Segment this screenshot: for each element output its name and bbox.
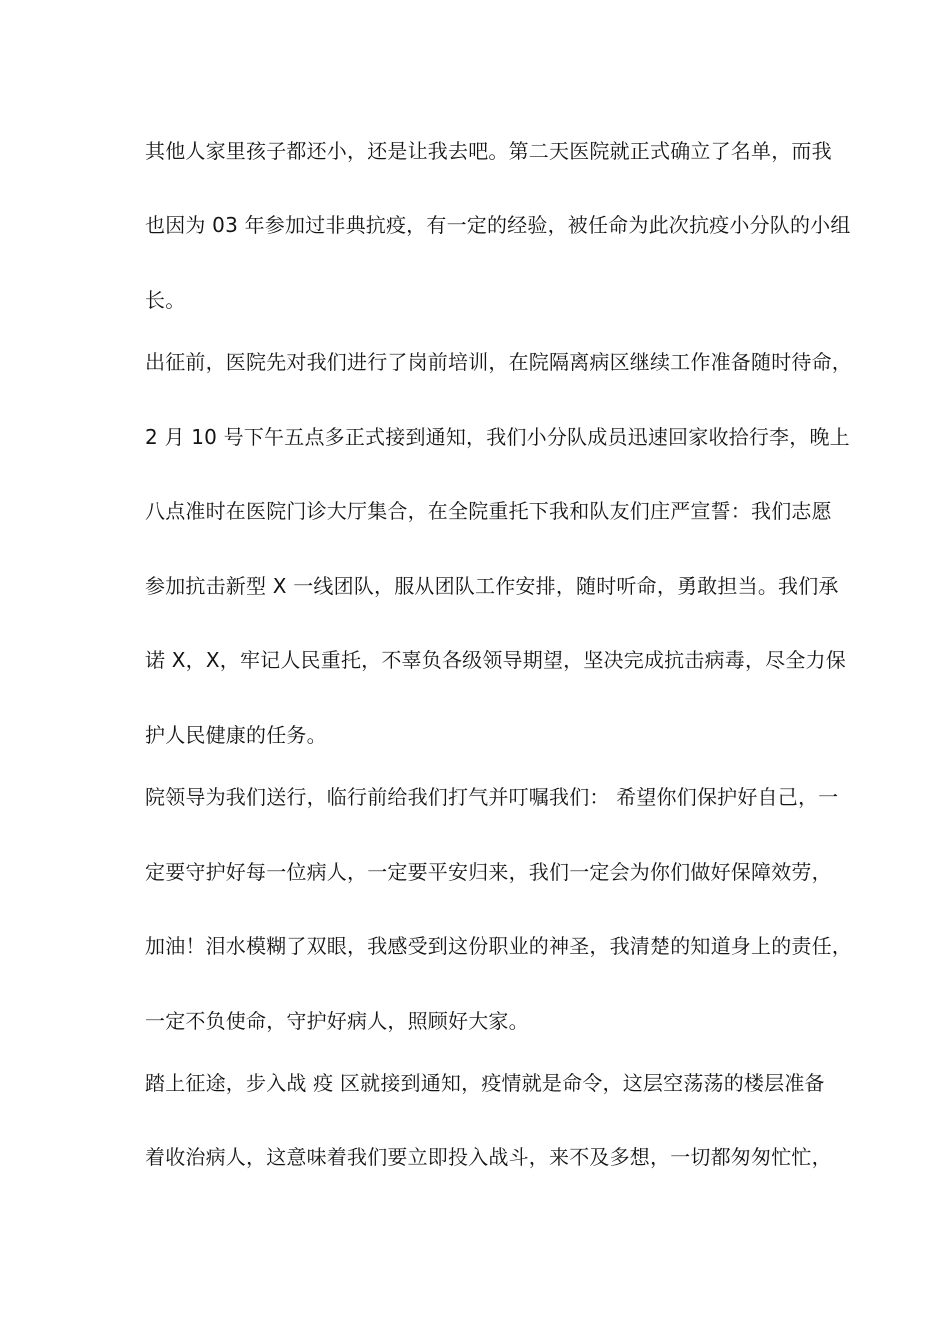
text-line: 加油！泪水模糊了双眼，我感受到这份职业的神圣，我清楚的知道身上的责任，: [145, 934, 852, 958]
text-line: 诺 X，X，牢记人民重托，不辜负各级领导期望，坚决完成抗击病毒，尽全力保: [145, 648, 846, 672]
text-line: 出征前，医院先对我们进行了岗前培训，在院隔离病区继续工作准备随时待命，: [145, 350, 852, 374]
text-line: 2 月 10 号下午五点多正式接到通知，我们小分队成员迅速回家收拾行李，晚上: [145, 425, 850, 449]
text-line: 八点准时在医院门诊大厅集合，在全院重托下我和队友们庄严宣誓：我们志愿: [145, 499, 832, 523]
text-line: 着收治病人，这意味着我们要立即投入战斗，来不及多想，一切都匆匆忙忙，: [145, 1145, 832, 1169]
text-line: 一定不负使命，守护好病人，照顾好大家。: [145, 1009, 529, 1033]
text-line: 也因为 03 年参加过非典抗疫，有一定的经验，被任命为此次抗疫小分队的小组: [145, 213, 851, 237]
text-line: 院领导为我们送行，临行前给我们打气并叮嘱我们： 希望你们保护好自己，一: [145, 785, 839, 809]
text-line: 参加抗击新型 X 一线团队，服从团队工作安排，随时听命，勇敢担当。我们承: [145, 574, 839, 598]
text-line: 长。: [145, 288, 186, 312]
text-line: 踏上征途，步入战 疫 区就接到通知，疫情就是命令，这层空荡荡的楼层准备: [145, 1071, 825, 1095]
text-line: 定要守护好每一位病人，一定要平安归来，我们一定会为你们做好保障效劳，: [145, 860, 832, 884]
text-line: 护人民健康的任务。: [145, 723, 327, 747]
text-line: 其他人家里孩子都还小，还是让我去吧。第二天医院就正式确立了名单，而我: [145, 139, 832, 163]
